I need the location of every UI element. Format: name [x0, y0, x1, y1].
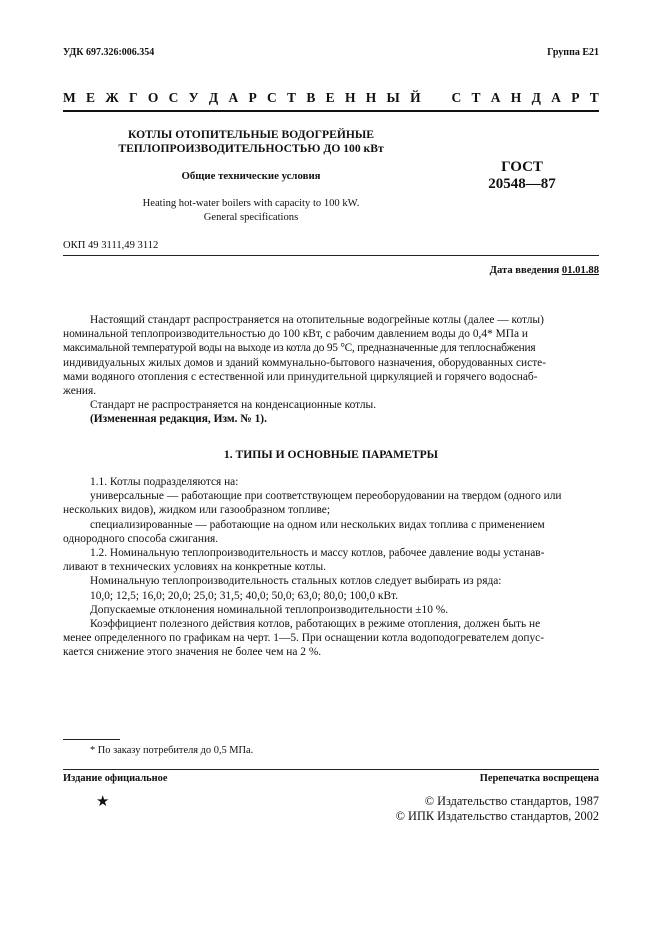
gost-designation: [462, 159, 582, 193]
section-line: менее определенного по графикам на черт. 1—5. При оснащении котла водоподогревателем допус-: [63, 632, 545, 645]
standard-banner: [63, 90, 599, 106]
section-line: Номинальную теплопроизводительность стальных котлов следует выбирать из ряда:: [90, 575, 502, 588]
banner-rule: [63, 110, 599, 112]
banner-letter: А: [551, 90, 561, 105]
intro-line: жения.: [63, 385, 97, 398]
banner-letter: Ы: [386, 90, 400, 105]
section-line: 10,0; 12,5; 16,0; 20,0; 25,0; 31,5; 40,0; 50,0; 63,0; 80,0; 100,0 кВт.: [90, 589, 399, 602]
banner-letter: Е: [86, 90, 96, 105]
section-body: [63, 475, 599, 660]
banner-letter: Е: [325, 90, 335, 105]
document-title: [63, 128, 439, 156]
footnote: * По заказу потребителя до 0,5 МПа.: [90, 745, 254, 756]
footnote-rule: [63, 739, 120, 740]
banner-letter: Н: [344, 90, 356, 105]
okp-rule: [63, 255, 599, 256]
banner-letter: Г: [128, 90, 138, 105]
banner-letter: Н: [510, 90, 522, 105]
intro-line: Настоящий стандарт распространяется на отопительные водогрейные котлы (далее — котлы): [90, 314, 544, 326]
reprint-prohibited: Перепечатка воспрещена: [479, 773, 599, 784]
udk-code: УДК 697.326:006.354: [63, 47, 155, 58]
banner-letter: Й: [410, 90, 421, 105]
banner-letter: Д: [208, 90, 219, 105]
banner-letter: У: [188, 90, 199, 105]
banner-letter: Т: [589, 90, 599, 105]
english-title-line-2: General specifications: [203, 212, 299, 223]
banner-letter: С: [451, 90, 462, 105]
section-line: Коэффициент полезного действия котлов, работающих в режиме отопления, должен быть не: [90, 618, 541, 631]
okp-code: ОКП 49 3111,49 3112: [63, 240, 159, 251]
section-line: 1.2. Номинальную теплопроизводительность и массу котлов, рабочее давление воды устанав-: [90, 547, 545, 560]
banner-letter: Д: [531, 90, 541, 105]
gost-label: ГОСТ: [501, 159, 543, 175]
section-line: 1.1. Котлы подразделяются на:: [90, 476, 239, 488]
section-line: универсальные — работающие при соответствующем переоборудовании на твердом (одного или: [90, 490, 562, 503]
banner-letter: Н: [365, 90, 377, 105]
banner-letter: В: [306, 90, 316, 105]
star-icon: ★: [96, 794, 110, 810]
banner-letter: Р: [248, 90, 257, 105]
section-line: кается снижение этого значения не более чем на 2 %.: [63, 646, 322, 659]
banner-letter: М: [63, 90, 76, 105]
english-title-line-1: Heating hot-water boilers with capacity to 100 kW.: [142, 198, 360, 209]
intro-line: индивидуальных жилых домов и зданий коммунально-бытового назначения, оборудованных систе-: [63, 356, 547, 369]
banner-letter: Ж: [105, 90, 119, 105]
section-line: однородного способа сжигания.: [63, 532, 219, 545]
intro-line: максимальной температурой воды на выходе из котла до 95 °С, предназначенные для теплоснабжения: [63, 342, 536, 355]
title-line-1: КОТЛЫ ОТОПИТЕЛЬНЫЕ ВОДОГРЕЙНЫЕ: [127, 128, 375, 141]
amendment-note: (Измененная редакция, Изм. № 1).: [90, 413, 267, 426]
banner-letter: А: [228, 90, 239, 105]
section-line: специализированные — работающие на одном или нескольких видах топлива с применением: [90, 518, 545, 531]
section-line: ливают в технических условиях на конкретные котлы.: [63, 561, 326, 574]
introduction-date-label: Дата введения: [489, 265, 560, 276]
introduction-date-value: 01.01.88: [561, 265, 599, 276]
intro-line: номинальной теплопроизводительностью до 100 кВт, с рабочим давлением воды до 0,4* МПа и: [63, 328, 528, 341]
banner-letter: С: [267, 90, 277, 105]
scope-exclusion: Стандарт не распространяется на конденсационные котлы.: [90, 399, 377, 412]
banner-letter: С: [168, 90, 179, 105]
section-heading: 1. ТИПЫ И ОСНОВНЫЕ ПАРАМЕТРЫ: [223, 448, 439, 461]
title-line-2: ТЕПЛОПРОИЗВОДИТЕЛЬНОСТЬЮ ДО 100 кВт: [118, 142, 384, 155]
intro-paragraph: [63, 313, 599, 427]
copyright-block: [396, 794, 599, 824]
introduction-date: [490, 265, 599, 276]
document-subtitle: Общие технические условия: [181, 170, 321, 182]
banner-letter: Р: [571, 90, 580, 105]
banner-letter: Т: [471, 90, 481, 105]
section-line: нескольких видов), жидком или газообразном топливе;: [63, 504, 331, 517]
banner-letter: О: [147, 90, 159, 105]
copyright-line-1: © Издательство стандартов, 1987: [424, 794, 599, 808]
copyright-line-2: © ИПК Издательство стандартов, 2002: [395, 809, 599, 823]
english-title: [63, 197, 439, 225]
official-edition: Издание официальное: [63, 773, 168, 784]
group-code: Группа Е21: [547, 47, 599, 58]
intro-line: мами водяного отопления с естественной или принудительной циркуляцией и горячего водоснаб-: [63, 370, 538, 383]
footer-rule: [63, 769, 599, 770]
banner-letter: Т: [287, 90, 297, 105]
banner-letter: А: [490, 90, 501, 105]
section-line: Допускаемые отклонения номинальной теплопроизводительности ±10 %.: [90, 603, 449, 616]
gost-number: 20548—87: [488, 176, 556, 192]
